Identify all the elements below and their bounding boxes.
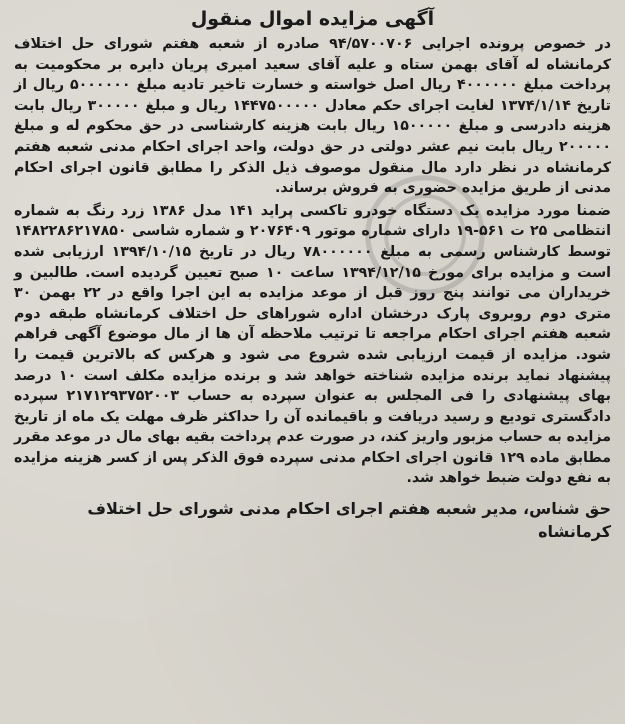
notice-paragraph-case: در خصوص پرونده اجرایی ۹۴/۵۷۰۰۷۰۶ صادره از شعبه هفتم شورای حل اختلاف کرمانشاه له آقای بهمن ستاه و علیه آقای سعید امیری پریان دایره بر محکومیت به پرداخت مبلغ ۴۰۰۰۰۰۰ ریال اصل خواسته و خسارت تاخیر تادیه مبلغ ۵۰۰۰۰۰۰ ریال از تاریخ ۱۳۷۴/۱/۱۴ لغایت اجرای حکم معادل ۱۴۴۷۵۰۰۰۰۰ ریال و مبلغ ۳۰۰۰۰۰ ریال بابت هزینه دادرسی و مبلغ ۱۵۰۰۰۰۰ ریال بابت هزینه کارشناسی در حق محکوم له و مبلغ ۲۰۰۰۰۰ ریال بابت نیم عشر دولتی در حق دولت، واحد اجرای احکام مدنی شعبه هفتم کرمانشاه در نظر دارد مال منقول موصوف ذیل الذکر را مطابق قانون اجرای احکام مدنی از طریق مزایده حضوری به فروش برساند. (14, 36, 612, 197)
notice-title: آگهی مزایده اموال منقول (190, 8, 435, 30)
notice-paragraph-auction-details: ضمنا مورد مزایده یک دستگاه خودرو تاکسی پراید ۱۴۱ مدل ۱۳۸۶ زرد رنگ به شماره انتظامی ۲۵ ت ۵۶۱-۱۹ دارای شماره موتور ۲۰۷۶۴۰۹ و شماره شاسی ۱۴۸۲۲۸۶۲۱۷۸۵۰ توسط کارشناس رسمی به مبلغ ۷۸۰۰۰۰۰۰ ریال در تاریخ ۱۳۹۴/۱۰/۱۵ ارزیابی شده است و مزایده برای مورخ ۱۳۹۴/۱۲/۱۵ ساعت ۱۰ صبح تعیین گردیده است. طالبین و خریداران می توانند پنج روز قبل از موعد مزایده به این اجرا واقع در ۲۲ بهمن ۳۰ متری دوم روبروی پارک درخشان اداره شوراهای حل اختلاف کرمانشاه طبقه دوم شعبه هفتم اجرای احکام مراجعه تا ترتیب ملاحظه آن ها از مال موضوع آگهی فراهم شود. مزایده از قیمت ارزیابی شده شروع می شود و هرکس که بالاترین قیمت را پیشنهاد نماید برنده مزایده شناخته خواهد شد و برنده مزایده مکلف است ۱۰ درصد بهای پیشنهادی را فی المجلس به عنوان سپرده به حساب ۲۱۷۱۲۹۳۷۵۲۰۰۳ سپرده دادگستری تودیع و رسید دریافت و باقیمانده آن را حداکثر ظرف مهلت یک ماه از تاریخ مزایده به حساب مزبور واریز کند، در صورت عدم پرداخت بقیه بهای مال در موعد مقرر مطابق ماده ۱۲۹ قانون اجرای احکام مدنی سپرده فوق الذکر پس از کسر هزینه مزایده به نفع دولت ضبط خواهد شد. (14, 202, 612, 487)
notice-signature: حق شناس، مدیر شعبه هفتم اجرای احکام مدنی شورای حل اختلاف کرمانشاه (87, 499, 611, 542)
